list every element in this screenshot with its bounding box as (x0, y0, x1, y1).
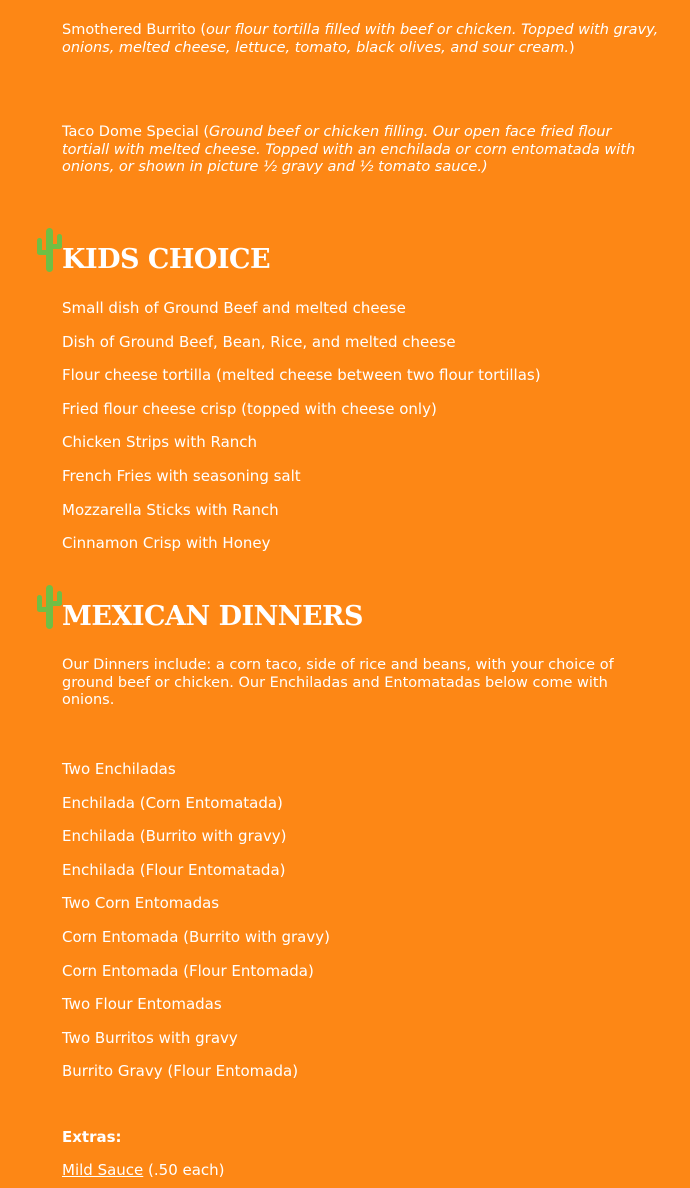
item-name: Taco Dome Special ( (62, 124, 209, 140)
list-item: Chicken Strips with Ranch (62, 433, 258, 452)
list-item: Two Corn Entomadas (62, 894, 220, 913)
list-item: Corn Entomada (Burrito with gravy) (62, 927, 330, 946)
list-item: French Fries with seasoning salt (62, 466, 301, 485)
cactus-icon (36, 226, 64, 274)
extras-item-mild-sauce (62, 1161, 225, 1179)
section-title: KIDS CHOICE (62, 244, 271, 275)
list-item: Enchilada (Burrito with gravy) (62, 827, 287, 846)
section-title: MEXICAN DINNERS (62, 601, 363, 632)
item-name: Smothered Burrito ( (62, 22, 207, 38)
menu-item-smothered-burrito (62, 22, 662, 57)
list-item: Two Flour Entomadas (62, 995, 222, 1014)
list-item: Cinnamon Crisp with Honey (62, 534, 271, 553)
list-item: Enchilada (Flour Entomatada) (62, 860, 286, 879)
list-item: Two Burritos with gravy (62, 1028, 238, 1047)
list-item: Corn Entomada (Flour Entomada) (62, 961, 314, 980)
menu-item-taco-dome-special (62, 124, 662, 177)
list-item: Burrito Gravy (Flour Entomada) (62, 1062, 299, 1081)
item-description: our flour tortilla filled with beef or chicken. Topped with gravy, onions, melted cheese, lettuce, tomato, black olives, and sour cream. (62, 22, 659, 56)
list-item: Enchilada (Corn Entomatada) (62, 793, 283, 812)
list-item: Two Enchiladas (62, 760, 176, 778)
item-close: ) (568, 39, 575, 56)
list-item: Small dish of Ground Beef and melted cheese (62, 299, 406, 317)
mild-sauce-link[interactable]: Mild Sauce (62, 1161, 144, 1179)
section-heading-mexican-dinners (36, 583, 636, 633)
item-description: Ground beef or chicken filling. Our open face fried flour tortiall with melted cheese. Topped with an enchilada or corn entomatada with onions, or shown in picture ½ gravy and ½ tomato sauce.) (62, 124, 636, 175)
section-heading-kids (36, 226, 636, 276)
extras-label: Extras: (62, 1128, 122, 1146)
mexican-dinners-list (62, 759, 662, 1095)
cactus-icon (36, 583, 64, 631)
list-item: Fried flour cheese crisp (topped with cheese only) (62, 399, 437, 418)
mexican-dinners-intro: Our Dinners include: a corn taco, side of rice and beans, with your choice of ground beef or chicken. Our Enchiladas and Entomatadas below come with onions. (62, 657, 614, 708)
list-item: Dish of Ground Beef, Bean, Rice, and melted cheese (62, 332, 456, 351)
list-item: Flour cheese tortilla (melted cheese between two flour tortillas) (62, 366, 541, 385)
kids-menu-list (62, 298, 662, 567)
list-item: Mozzarella Sticks with Ranch (62, 500, 279, 519)
mild-sauce-price: (.50 each) (143, 1161, 225, 1179)
